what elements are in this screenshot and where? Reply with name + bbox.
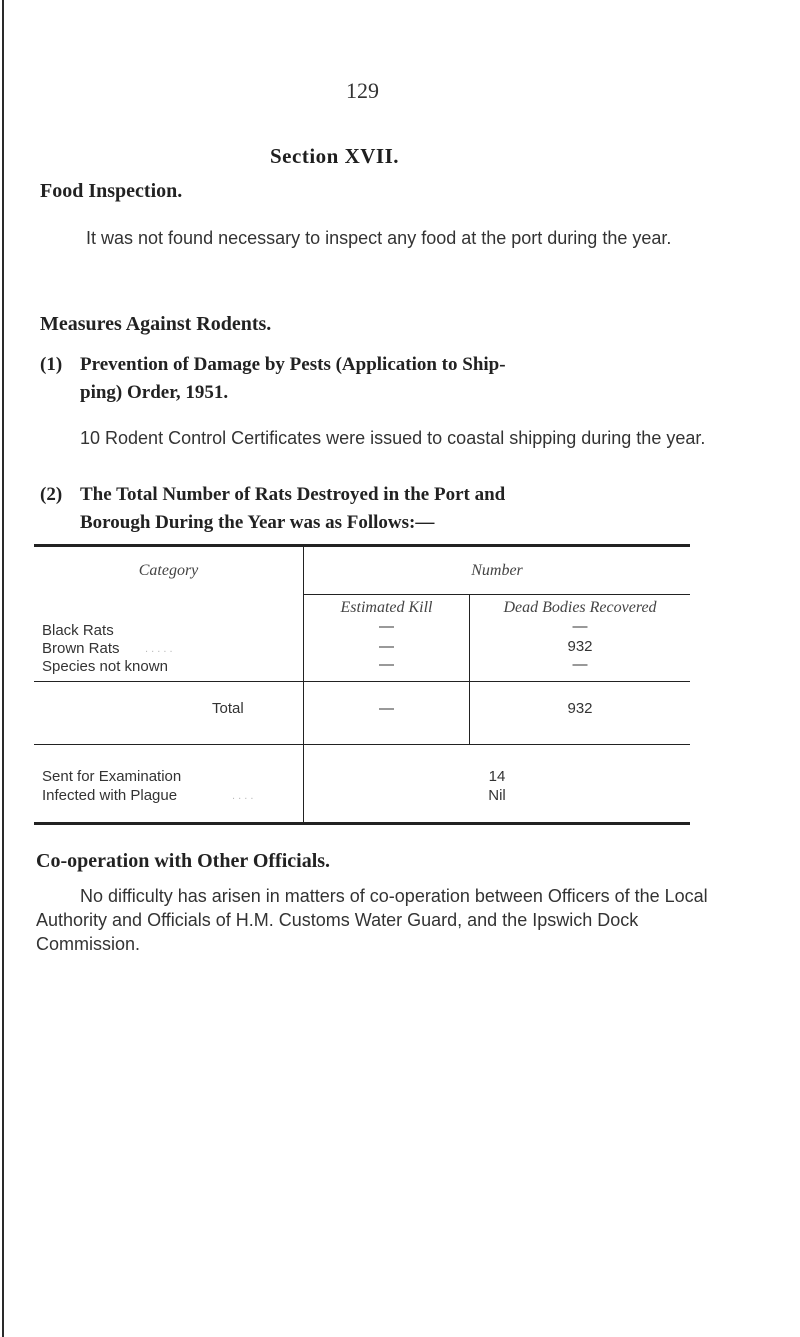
cooperation-text: No difficulty has arisen in matters of co-operation between Officers of the Local Authority and Officials of H.M. Customs Water Guard, and the Ipswich Dock Commission. [36,886,708,954]
table-bottom-rule [34,822,690,825]
total-label: Total [212,700,244,717]
total-top-rule [34,681,690,682]
page-edge-line [2,0,4,1337]
row-label-infected-plague: Infected with Plague [42,787,178,804]
row-label-black-rats: Black Rats [42,622,114,639]
item1-text: 10 Rodent Control Certificates were issued to coastal shipping during the year. [80,428,706,448]
item2-title-line1: The Total Number of Rats Destroyed in the Port and [80,484,506,505]
item2-title-line2: Borough During the Year was as Follows:— [80,512,435,533]
number-header-underline [304,594,690,595]
table-top-rule [34,544,690,547]
food-inspection-text: It was not found necessary to inspect any food at the port during the year. [86,228,672,248]
item1-marker: (1) [40,354,63,375]
total-bottom-rule [34,744,690,745]
row-label-sent-examination: Sent for Examination [42,768,182,785]
row-label-species-unknown: Species not known [42,658,168,675]
total-dead: 932 [567,700,593,717]
page-number: 129 [346,78,379,103]
cooperation-heading: Co-operation with Other Officials. [36,850,331,872]
section-title: Section XVII. [270,144,400,168]
item1-title-line2: ping) Order, 1951. [80,382,229,403]
row-dead-brown-rats: 932 [567,638,593,655]
header-estimated-kill: Estimated Kill [340,599,433,616]
leader-dots: . . . . . [145,643,173,655]
rodents-heading: Measures Against Rodents. [40,313,272,335]
leader-dots: . . . . [232,790,254,802]
item2-marker: (2) [40,484,63,505]
header-number: Number [471,562,523,579]
row-label-brown-rats: Brown Rats [42,640,120,657]
row-estimated-black-rats: — [379,618,394,635]
row-estimated-species-unknown: — [379,656,394,673]
row-value-infected-plague: Nil [488,787,506,804]
row-dead-species-unknown: — [572,656,588,673]
food-inspection-heading: Food Inspection. [40,180,183,202]
item1-title-line1: Prevention of Damage by Pests (Application to Ship- [80,354,506,375]
header-category: Category [138,562,199,579]
row-dead-black-rats: — [572,618,588,635]
row-value-sent-examination: 14 [488,768,506,785]
total-estimated: — [379,700,394,717]
header-dead-bodies: Dead Bodies Recovered [503,599,657,616]
row-estimated-brown-rats: — [379,638,394,655]
